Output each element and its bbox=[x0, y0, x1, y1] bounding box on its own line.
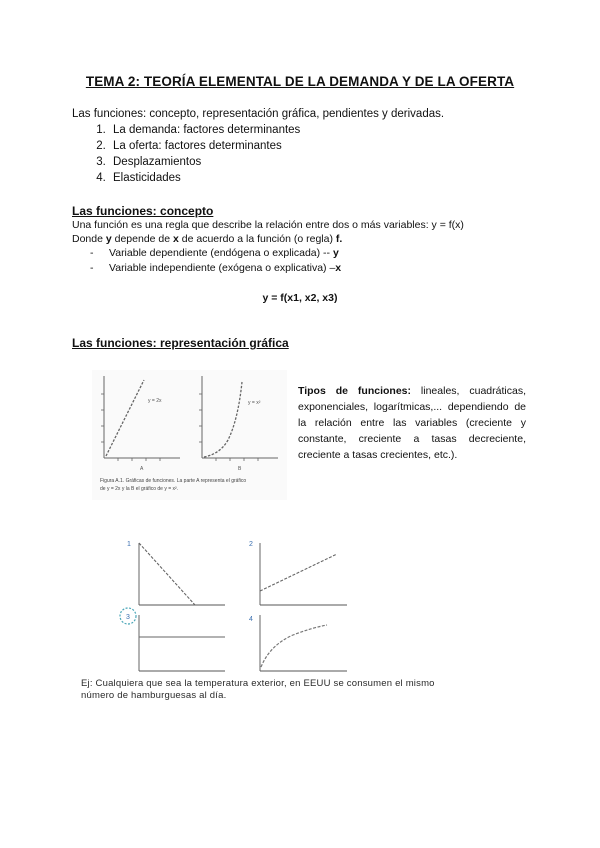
panel-label: 1 bbox=[127, 541, 131, 548]
list-item: 4. Elasticidades bbox=[109, 170, 300, 186]
intro-text: Las funciones: concepto, representación gráfica, pendientes y derivadas. bbox=[72, 108, 445, 120]
variables-list bbox=[90, 246, 341, 276]
list-item: - Variable independiente (exógena o explicativa) –x bbox=[90, 261, 341, 276]
function-panels bbox=[115, 533, 360, 678]
topics-list bbox=[72, 122, 300, 186]
example-text: Ej: Cualquiera que sea la temperatura exterior, en EEUU se consumen el mismo número de hamburguesas al día. bbox=[81, 678, 435, 701]
panel-2-line bbox=[260, 554, 337, 591]
panel-label: 3 bbox=[126, 614, 130, 621]
function-formula: y = f(x1, x2, x3) bbox=[262, 292, 338, 304]
panel-1-line bbox=[139, 543, 195, 605]
list-item: 1. La demanda: factores determinantes bbox=[109, 122, 300, 138]
panel-4-curve bbox=[261, 625, 327, 667]
list-item: - Variable dependiente (endógena o explicada) -- y bbox=[90, 246, 341, 261]
list-item: 3. Desplazamientos bbox=[109, 154, 300, 170]
panel-label: 2 bbox=[249, 541, 253, 548]
concept-heading: Las funciones: concepto bbox=[72, 204, 214, 218]
figure-caption: Figura A.1. Gráficas de funciones. La parte A representa el gráfico bbox=[100, 478, 247, 484]
graph-b-axis: B bbox=[238, 466, 242, 472]
graph-b-label: y = x² bbox=[248, 400, 261, 406]
concept-line-1: Una función es una regla que describe la relación entre dos o más variables: y = f(x) bbox=[72, 219, 464, 231]
graph-heading: Las funciones: representación gráfica bbox=[72, 336, 289, 350]
concept-line-2: Donde y depende de x de acuerdo a la función (o regla) f. bbox=[72, 233, 343, 245]
figure-caption: de y = 2x y la B el gráfico de y = x². bbox=[100, 486, 179, 492]
page-title: TEMA 2: TEORÍA ELEMENTAL DE LA DEMANDA Y DE LA OFERTA bbox=[85, 74, 515, 89]
list-item: 2. La oferta: factores determinantes bbox=[109, 138, 300, 154]
graph-a-label: y = 2x bbox=[148, 398, 162, 404]
graph-a-axis: A bbox=[140, 466, 144, 472]
figure-a1 bbox=[92, 370, 287, 500]
panel-label: 4 bbox=[249, 616, 253, 623]
function-types-text: Tipos de funciones: lineales, cuadráticas, exponenciales, logarítmicas,... dependiendo de la relación entre las variables (creciente y constante, creciente a tasas decreciente, creciente a tasas crecientes, etc.). bbox=[298, 385, 526, 461]
